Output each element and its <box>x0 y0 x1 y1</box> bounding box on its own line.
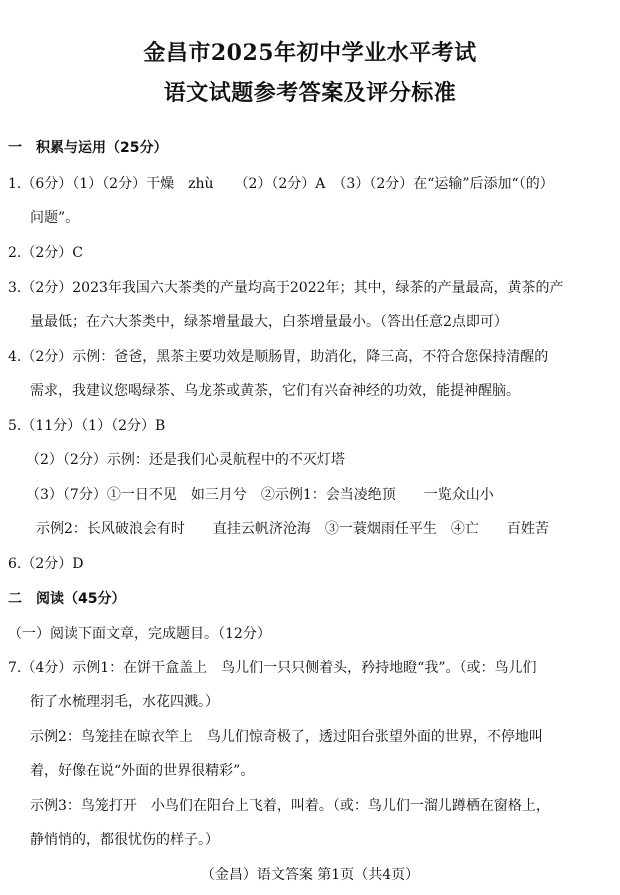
document-title: 金昌市2025年初中学业水平考试 <box>143 40 477 66</box>
document-subtitle: 语文试题参考答案及评分标准 <box>163 80 457 106</box>
answer-q1-line1: 1.（6分）（1）（2分）干燥 zhù （2）（2分）A （3）（2分）在“运输”后添加“（的） <box>8 176 554 192</box>
answer-q5-line2: （2）（2分）示例：还是我们心灵航程中的不灭灯塔 <box>26 452 345 468</box>
section-heading-reading: 二 阅读（45分） <box>8 591 126 607</box>
answer-q3-line1: 3.（2分）2023年我国六大茶类的产量均高于2022年；其中，绿茶的产量最高，黄茶的产 <box>8 280 564 296</box>
answer-q7-line4: 着，好像在说“外面的世界很精彩”。 <box>30 763 255 779</box>
answer-q4-line2: 需求，我建议您喝绿茶、乌龙茶或黄茶，它们有兴奋神经的功效，能提神醒脑。 <box>30 383 520 399</box>
answer-q7-line5: 示例3：鸟笼打开 小鸟们在阳台上飞着，叫着。（或：鸟儿们一溜儿蹲栖在窗格上， <box>30 798 550 814</box>
section-heading-accumulation: 一 积累与运用（25分） <box>8 140 168 156</box>
answer-q7-line6: 静悄悄的，都很忧伤的样子。） <box>30 832 219 848</box>
answer-q5-line4: 示例2：长风破浪会有时 直挂云帆济沧海 ③一蓑烟雨任平生 ④亡 百姓苦 <box>36 521 549 537</box>
answer-q7-line3: 示例2：鸟笼挂在晾衣竿上 鸟儿们惊奇极了，透过阳台张望外面的世界，不停地叫 <box>30 729 543 745</box>
answer-q4-line1: 4.（2分）示例：爸爸，黑茶主要功效是顺肠胃，助消化，降三高，不符合您保持清醒的 <box>8 349 549 365</box>
answer-q7-line1: 7.（4分）示例1：在饼干盒盖上 鸟儿们一只只侧着头，矜持地瞪“我”。（或：鸟儿们 <box>8 660 537 676</box>
page-footer: （金昌）语文答案 第1页（共4页） <box>200 867 420 883</box>
answer-q3-line2: 量最低；在六大茶类中，绿茶增量最大，白茶增量最小。（答出任意2点即可） <box>30 314 508 330</box>
answer-q5-line3: （3）（7分）①一日不见 如三月兮 ②示例1：会当凌绝顶 一览众山小 <box>26 487 494 503</box>
reading-part-heading: （一）阅读下面文章，完成题目。（12分） <box>8 626 271 642</box>
answer-q1-line2: 问题”。 <box>30 210 80 226</box>
answer-q6: 6.（2分）D <box>8 556 84 572</box>
answer-q2: 2.（2分）C <box>8 245 83 261</box>
answer-q5-line1: 5.（11分）（1）（2分）B <box>8 418 166 434</box>
answer-q7-line2: 衔了水梳理羽毛，水花四溅。） <box>30 694 219 710</box>
